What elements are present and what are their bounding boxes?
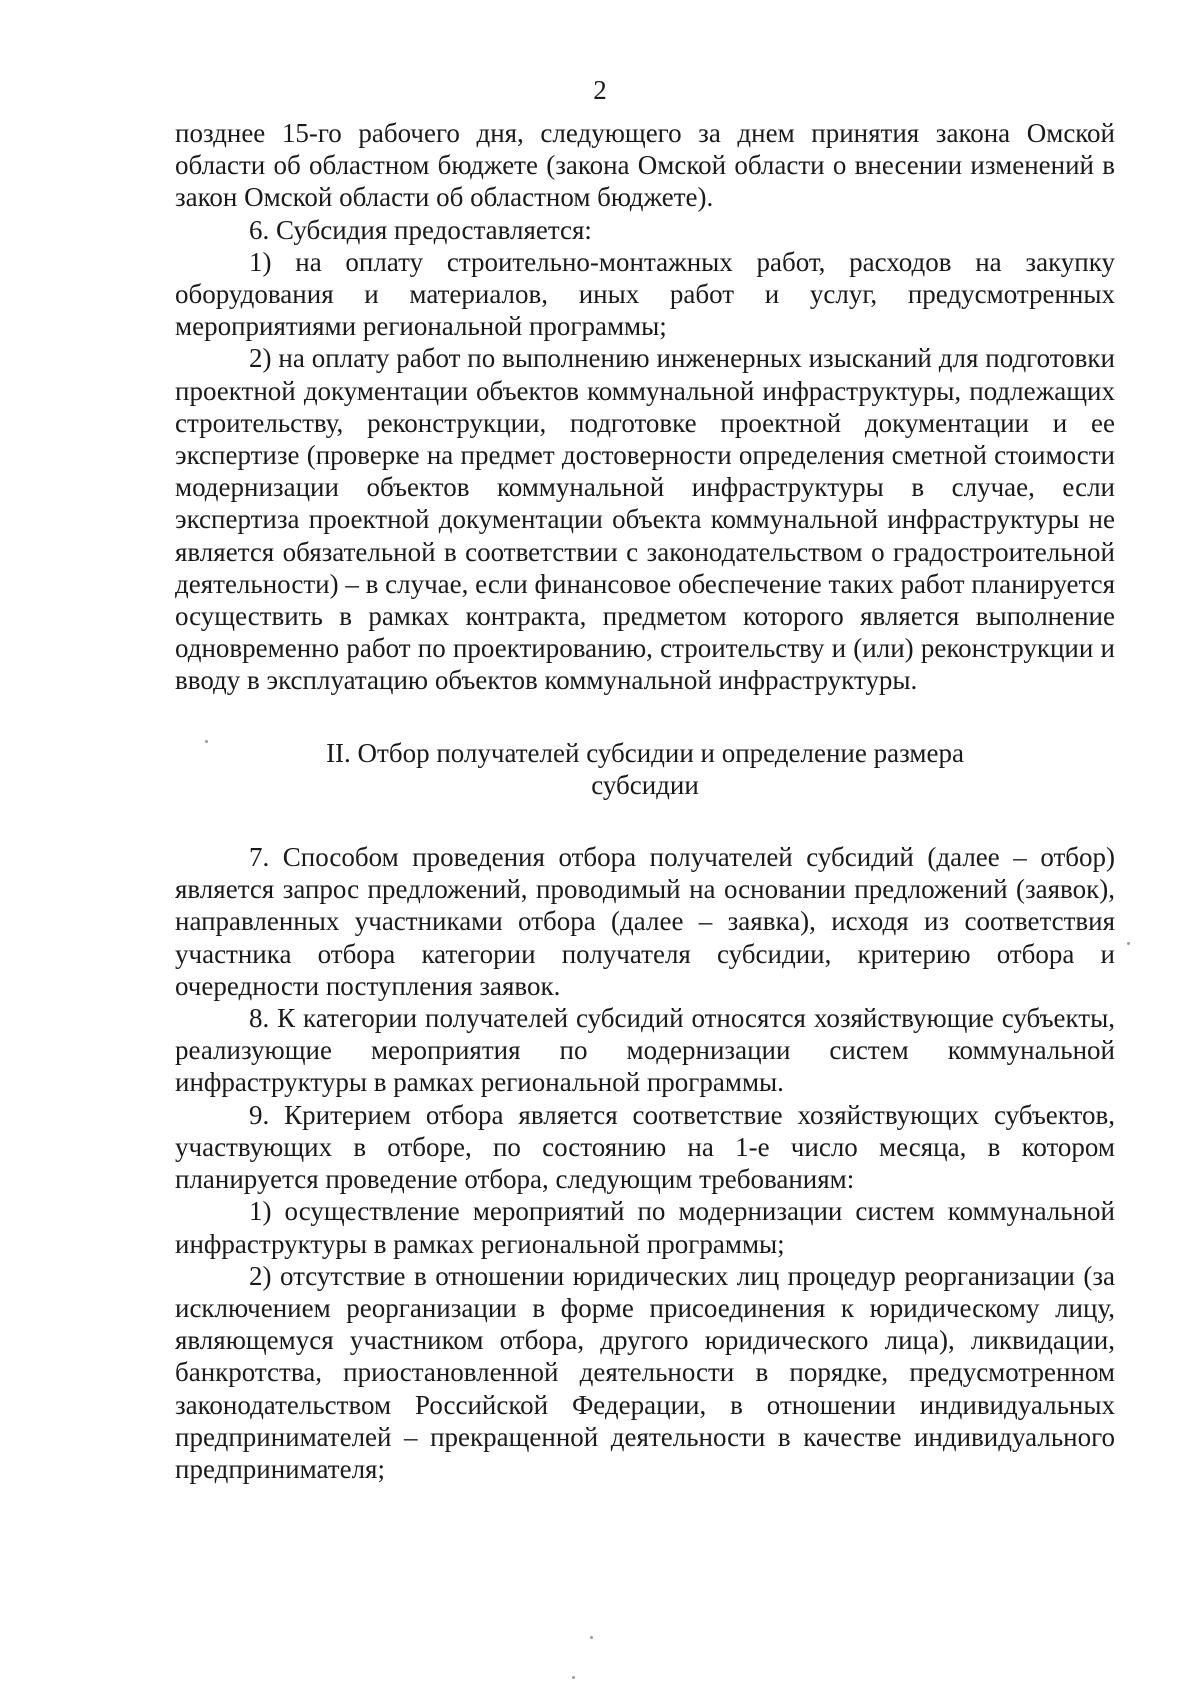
- paragraphs-before-heading: [175, 117, 1115, 697]
- scan-speck: [572, 1676, 575, 1679]
- paragraph: 7. Способом проведения отбора получателей субсидий (далее – отбор) является запрос предложений, проводимый на основании предложений (заявок), направленных участниками отбора (далее – заявка), исходя из соответствия участника отбора категории получателя субсидии, критерию отбора и очередности поступления заявок.: [175, 842, 1115, 1001]
- paragraph: 2) отсутствие в отношении юридических лиц процедур реорганизации (за исключением реорганизации в форме присоединения к юридическому лицу, являющемуся участником отбора, другого юридического лица), ликвидации, банкротства, приостановленной деятельности в порядке, предусмотренном законодательством Российской Федерации, в отношении индивидуальных предпринимателей – прекращенной деятельности в качестве индивидуального предпринимателя;: [175, 1260, 1115, 1484]
- paragraph: 8. К категории получателей субсидий относятся хозяйствующие субъекты, реализующие мероприятия по модернизации систем коммунальной инфраструктуры в рамках региональной программы.: [175, 1003, 1115, 1098]
- scan-speck: [205, 740, 208, 743]
- paragraph: 2) на оплату работ по выполнению инженерных изысканий для подготовки проектной документации объектов коммунальной инфраструктуры, подлежащих строительству, реконструкции, подготовке проектной документации и ее экспертизе (проверке на предмет достоверности определения сметной стоимости модернизации объектов коммунальной инфраструктуры в случае, если экспертиза проектной документации объекта коммунальной инфраструктуры не является обязательной в соответствии с законодательством о градостроительной деятельности) – в случае, если финансовое обеспечение таких работ планируется осуществить в рамках контракта, предметом которого является выполнение одновременно работ по проектированию, строительству и (или) реконструкции и вводу в эксплуатацию объектов коммунальной инфраструктуры.: [175, 343, 1115, 696]
- section-heading-line-2: субсидии: [591, 769, 699, 800]
- paragraphs-after-heading: [175, 841, 1115, 1485]
- section-heading: [175, 737, 1115, 801]
- paragraph: 1) осуществление мероприятий по модернизации систем коммунальной инфраструктуры в рамках региональной программы;: [175, 1196, 1115, 1259]
- paragraph: 1) на оплату строительно-монтажных работ, расходов на закупку оборудования и материалов, иных работ и услуг, предусмотренных мероприятиями региональной программы;: [175, 246, 1115, 342]
- document-body: [175, 117, 1115, 1485]
- paragraph: 6. Субсидия предоставляется:: [249, 214, 592, 245]
- section-heading-line-1: II. Отбор получателей субсидии и определение размера: [326, 737, 964, 768]
- paragraph: 9. Критерием отбора является соответствие хозяйствующих субъектов, участвующих в отборе, по состоянию на 1-е число месяца, в котором планируется проведение отбора, следующим требованиям:: [175, 1099, 1115, 1195]
- page-number: 2: [593, 75, 607, 105]
- scan-speck: [590, 1636, 593, 1639]
- paragraph: позднее 15-го рабочего дня, следующего за днем принятия закона Омской области об областном бюджете (закона Омской области о внесении изменений в закон Омской области об областном бюджете).: [175, 118, 1115, 213]
- scan-speck: [1127, 942, 1130, 945]
